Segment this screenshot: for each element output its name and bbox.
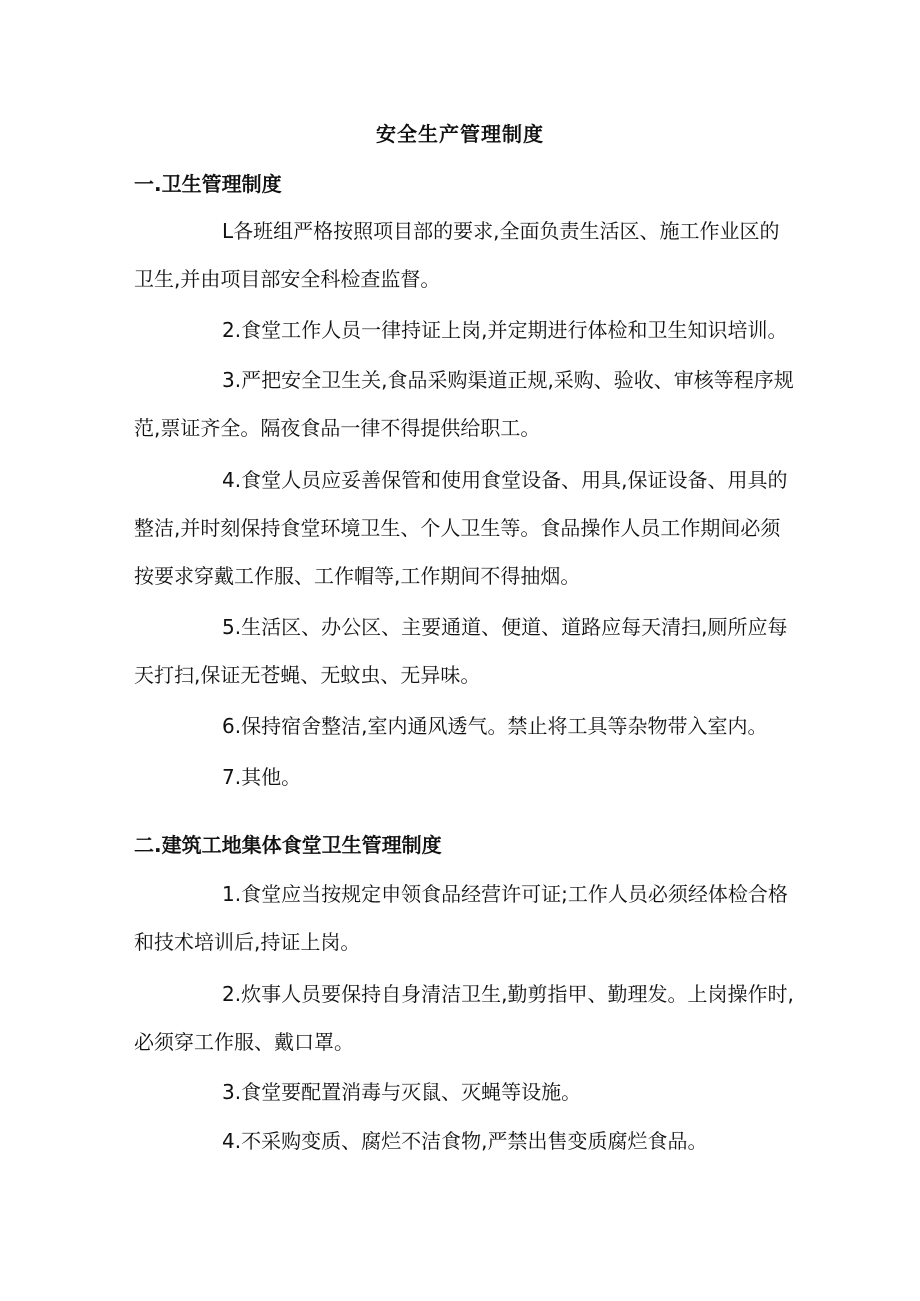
list-item <box>134 970 794 1066</box>
list-item <box>134 207 794 303</box>
item-text: .食堂应当按规定申领食品经营许可证;工作人员必须经体检合格和技术培训后,持证上岗。 <box>134 882 788 954</box>
list-item <box>134 1068 794 1116</box>
item-text: .不采购变质、腐烂不洁食物,严禁出售变质腐烂食品。 <box>234 1129 708 1153</box>
item-text: .保持宿舍整洁,室内通风透气。禁止将工具等杂物带入室内。 <box>234 714 768 738</box>
document-title: 安全生产管理制度 <box>376 122 544 146</box>
item-number: L <box>222 219 234 243</box>
item-text: 各班组严格按照项目部的要求,全面负责生活区、施工作业区的卫生,并由项目部安全科检查监督。 <box>134 219 780 291</box>
item-number: 3 <box>222 368 235 392</box>
section-heading-1: 一.卫生管理制度 <box>134 172 282 196</box>
list-item <box>134 356 794 452</box>
item-number: 2 <box>222 318 235 342</box>
item-text: .生活区、办公区、主要通道、便道、道路应每天清扫,厕所应每天打扫,保证无苍蝇、无蚊虫、无异味。 <box>134 615 788 687</box>
item-number: 7 <box>222 765 235 789</box>
list-item <box>134 603 794 699</box>
item-number: 1 <box>222 882 235 906</box>
list-item <box>134 306 794 354</box>
item-text: .食堂人员应妥善保管和使用食堂设备、用具,保证设备、用具的整洁,并时刻保持食堂环境卫生、个人卫生等。食品操作人员工作期间必须按要求穿戴工作服、工作帽等,工作期间不得抽烟。 <box>134 468 788 588</box>
list-item <box>134 870 794 966</box>
item-text: .食堂要配置消毒与灭鼠、灭蝇等设施。 <box>234 1080 582 1104</box>
list-item <box>134 456 794 600</box>
list-item <box>134 1117 794 1165</box>
item-number: 4 <box>222 1129 235 1153</box>
item-number: 5 <box>222 615 235 639</box>
item-text: .其他。 <box>234 765 302 789</box>
list-item <box>134 753 794 801</box>
item-number: 4 <box>222 468 235 492</box>
item-text: .食堂工作人员一律持证上岗,并定期进行体检和卫生知识培训。 <box>234 318 788 342</box>
section-heading-2: 二.建筑工地集体食堂卫生管理制度 <box>134 833 442 857</box>
list-item <box>134 702 794 750</box>
item-number: 3 <box>222 1080 235 1104</box>
item-text: .炊事人员要保持自身清洁卫生,勤剪指甲、勤理发。上岗操作时,必须穿工作服、戴口罩。 <box>134 982 794 1054</box>
item-number: 2 <box>222 982 235 1006</box>
item-number: 6 <box>222 714 235 738</box>
item-text: .严把安全卫生关,食品采购渠道正规,采购、验收、审核等程序规范,票证齐全。隔夜食品一律不得提供给职工。 <box>134 368 794 440</box>
